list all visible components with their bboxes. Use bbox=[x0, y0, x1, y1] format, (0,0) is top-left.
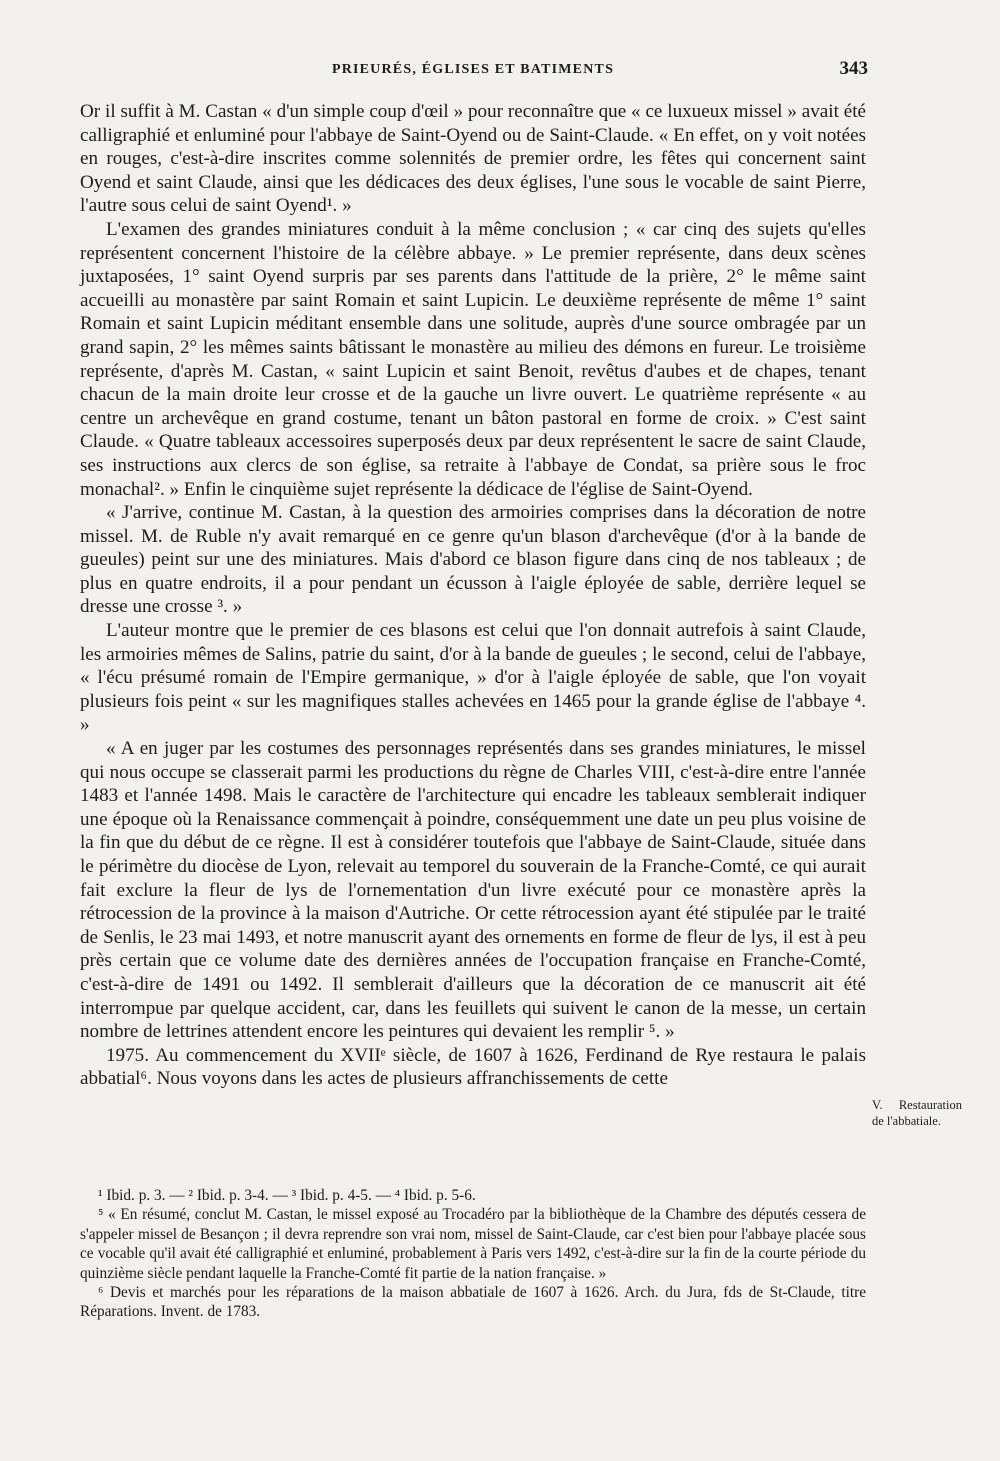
page-number: 343 bbox=[839, 58, 868, 79]
paragraph-5: « A en juger par les costumes des personnages représentés dans ses grandes miniatures, le missel qui nous occupe se classerait parmi les productions du règne de Charles VIII, c'est-à-dire entre l'année 1483 et l'année 1498. Mais le caractère de l'architecture qui encadre les tableaux semblerait indiquer une époque où la Renaissance commençait à poindre, conséquemment une date un peu plus voisine de la fin que du début de ce règne. Il est à considérer toutefois que l'abbaye de Saint-Claude, située dans le périmètre du diocèse de Lyon, relevait au temporel du souverain de la Franche-Comté, ce qui aurait fait exclure la fleur de lys de l'ornementation d'un livre exécuté pour ce monastère après la rétrocession de la province à la maison d'Autriche. Or cette rétrocession ayant été stipulée par le traité de Senlis, le 23 mai 1493, et notre manuscrit ayant des ornements en forme de fleur de lys, il est à peu près certain que ce volume date des dernières années de l'occupation française en Franche-Comté, c'est-à-dire de 1491 ou 1492. Il semblerait d'ailleurs que la décoration de ce manuscrit ait été interrompue par quelque accident, car, dans les feuillets qui suivent le canon de la messe, un certain nombre de lettrines attendent encore les peintures qui devaient les remplir ⁵. » bbox=[80, 738, 866, 1043]
paragraph-3: « J'arrive, continue M. Castan, à la question des armoiries comprises dans la décoration de notre missel. M. de Ruble n'y avait remarqué en ce genre qu'un blason d'archevêque (d'or à la bande de gueules) peint sur une des miniatures. Mais d'abord ce blason figure dans cinq de nos tableaux ; de plus en quatre endroits, il a pour pendant un écusson à l'aigle éployée de sable, derrière lequel se dresse une crosse ³. » bbox=[80, 502, 866, 618]
footnotes bbox=[80, 1186, 866, 1322]
running-title: PRIEURÉS, ÉGLISES ET BATIMENTS bbox=[331, 62, 615, 77]
paragraph-6: 1975. Au commencement du XVIIᵉ siècle, de 1607 à 1626, Ferdinand de Rye restaura le palais abbatial⁶. Nous voyons dans les actes de plusieurs affranchissements de cette bbox=[80, 1044, 866, 1090]
paragraph-2: L'examen des grandes miniatures conduit à la même conclusion ; « car cinq des sujets qu'elles représentent concernent l'histoire de la célèbre abbaye. » Le premier représente, dans deux scènes juxtaposées, 1° saint Oyend surpris par ses parents dans l'attitude de la prière, 2° le même saint accueilli au monastère par saint Romain et saint Lupicin. Le deuxième représente de même 1° saint Romain et saint Lupicin méditant ensemble dans une solitude, auprès d'une source ombragée par un grand sapin, 2° les mêmes saints bâtissant le monastère au milieu des démons en fureur. Le troisième représente, d'après M. Castan, « saint Lupicin et saint Benoit, revêtus d'aubes et de chapes, tenant chacun de la main droite leur crosse et de la gauche un livre ouvert. Le quatrième représente « au centre un archevêque en grand costume, tenant un bâton pastoral en forme de croix. » C'est saint Claude. « Quatre tableaux accessoires superposés deux par deux représentent le sacre de saint Claude, ses instructions aux clercs de son église, sa retraite à l'abbaye de Condat, sa prière sous le froc monachal². » Enfin le cinquième sujet représente la dédicace de l'église de Saint-Oyend. bbox=[80, 218, 866, 500]
footnote-6: ⁶ Devis et marchés pour les réparations de la maison abbatiale de 1607 à 1626. Arch. du Jura, fds de St-Claude, titre Réparations. Invent. de 1783. bbox=[80, 1284, 866, 1321]
body-text bbox=[80, 100, 866, 1091]
paragraph-4: L'auteur montre que le premier de ces blasons est celui que l'on donnait autrefois à saint Claude, les armoiries mêmes de Salins, patrie du saint, d'or à la bande de gueules ; le second, celui de l'abbaye, « l'écu présumé romain de l'Empire germanique, » d'or à l'aigle éployée de sable, que l'on voyait plusieurs fois peint « sur les magnifiques stalles achevées en 1465 pour la grande église de l'abbaye ⁴. » bbox=[80, 620, 866, 736]
footnote-5: ⁵ « En résumé, conclut M. Castan, le missel exposé au Trocadéro par la bibliothèque de la Chambre des députés cessera de s'appeler missel de Besançon ; il devra reprendre son vrai nom, missel de Saint-Claude, car c'est bien pour l'abbaye placée sous ce vocable qu'il avait été calligraphié et enluminé, probablement à Paris vers 1492, c'est-à-dire sur la fin de la courte période du quinzième siècle pendant laquelle la Franche-Comté fit partie de la nation française. » bbox=[80, 1206, 866, 1282]
paragraph-1: Or il suffit à M. Castan « d'un simple coup d'œil » pour reconnaître que « ce luxueux missel » avait été calligraphié et enluminé pour l'abbaye de Saint-Oyend ou de Saint-Claude. « En effet, on y voit notées en rouges, c'est-à-dire inscrites comme solennités de premier ordre, les fêtes qui concernent saint Oyend et saint Claude, ainsi que les dédicaces des deux églises, l'une sous le vocable de saint Pierre, l'autre sous celui de saint Oyend¹. » bbox=[80, 101, 866, 217]
margin-note: V. Restauration de l'abbatiale. bbox=[872, 1098, 962, 1128]
running-head bbox=[78, 58, 868, 86]
footnote-1-4: ¹ Ibid. p. 3. — ² Ibid. p. 3-4. — ³ Ibid. p. 4-5. — ⁴ Ibid. p. 5-6. bbox=[98, 1187, 476, 1204]
